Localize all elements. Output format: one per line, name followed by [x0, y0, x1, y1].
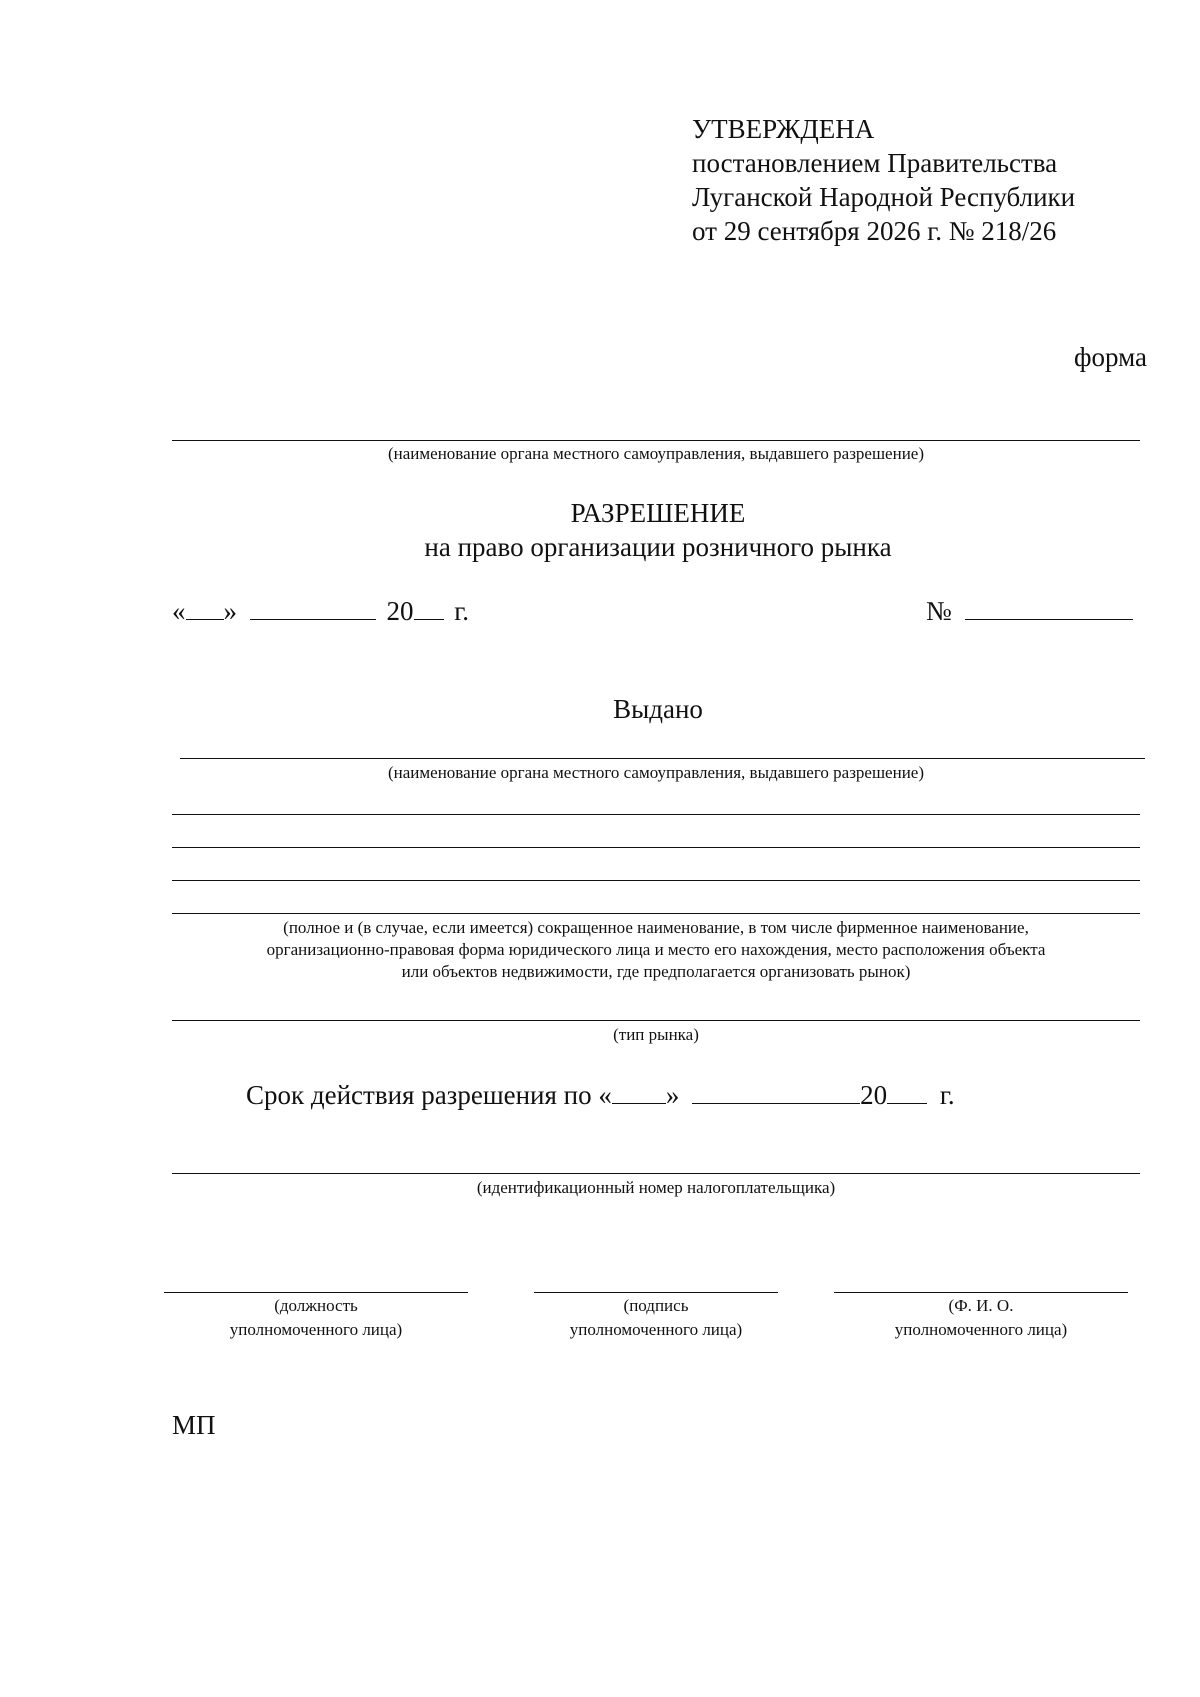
- signature-caption: [534, 1294, 778, 1342]
- approval-heading: УТВЕРЖДЕНА: [692, 114, 875, 144]
- validity-year-suffix: г.: [939, 1080, 955, 1110]
- issued-to-line: [180, 758, 1145, 759]
- caption-line: уполномоченного лица): [894, 1320, 1068, 1339]
- validity-day-blank[interactable]: [612, 1081, 666, 1104]
- signature-line: [534, 1292, 778, 1293]
- number-line: [926, 596, 1133, 627]
- blank-line: [172, 814, 1140, 815]
- market-type-caption: (тип рынка): [613, 1025, 699, 1044]
- approval-line: постановлением Правительства: [692, 148, 1058, 178]
- approval-block: [692, 112, 1075, 248]
- inn-line: [172, 1173, 1140, 1174]
- year-blank[interactable]: [414, 597, 444, 620]
- blank-line: [172, 880, 1140, 881]
- caption-line: (должность: [274, 1296, 358, 1315]
- issuer-line: [172, 440, 1140, 441]
- blank-line: [172, 847, 1140, 848]
- validity-year-prefix: 20: [860, 1080, 888, 1110]
- full-name-caption-sig: [834, 1294, 1128, 1342]
- caption-line: (полное и (в случае, если имеется) сокращенное наименование, в том числе фирменное наименование,: [283, 918, 1029, 937]
- number-blank[interactable]: [965, 597, 1133, 620]
- number-sign: №: [926, 596, 952, 626]
- blank-line: [172, 913, 1140, 914]
- validity-month-blank[interactable]: [692, 1081, 860, 1104]
- position-line: [164, 1292, 468, 1293]
- day-blank[interactable]: [186, 597, 224, 620]
- issued-to-caption: (наименование органа местного самоуправления, выдавшего разрешение): [388, 763, 924, 782]
- validity-year-blank[interactable]: [887, 1081, 927, 1104]
- date-line: [172, 596, 469, 627]
- position-caption: [164, 1294, 468, 1342]
- year-prefix: 20: [386, 596, 414, 626]
- issuer-caption: (наименование органа местного самоуправления, выдавшего разрешение): [388, 444, 924, 463]
- approval-date: от 29 сентября 2026 г. № 218/26: [692, 216, 1057, 246]
- caption-line: уполномоченного лица): [229, 1320, 403, 1339]
- full-name-caption: [150, 917, 1162, 983]
- stamp-label: МП: [172, 1410, 216, 1440]
- caption-line: или объектов недвижимости, где предполагается организовать рынок): [401, 962, 911, 981]
- validity-line: [246, 1080, 955, 1111]
- caption-line: (подпись: [623, 1296, 689, 1315]
- document-title: РАЗРЕШЕНИЕ: [570, 498, 746, 528]
- validity-quote-close: »: [665, 1080, 680, 1110]
- inn-caption: (идентификационный номер налогоплательщика): [476, 1178, 836, 1197]
- form-label: форма: [1074, 342, 1147, 372]
- caption-line: уполномоченного лица): [569, 1320, 743, 1339]
- caption-line: организационно-правовая форма юридического лица и место его нахождения, место расположения объекта: [266, 940, 1046, 959]
- approval-line: Луганской Народной Республики: [692, 182, 1076, 212]
- market-type-line: [172, 1020, 1140, 1021]
- quote-close: »: [223, 596, 237, 626]
- full-name-line: [834, 1292, 1128, 1293]
- issued-label: Выдано: [613, 694, 703, 724]
- year-suffix: г.: [454, 596, 470, 626]
- caption-line: (Ф. И. О.: [948, 1296, 1014, 1315]
- validity-label: Срок действия разрешения по «: [246, 1080, 612, 1110]
- quote-open: «: [172, 596, 186, 626]
- document-subtitle: на право организации розничного рынка: [424, 532, 892, 562]
- month-blank[interactable]: [250, 597, 376, 620]
